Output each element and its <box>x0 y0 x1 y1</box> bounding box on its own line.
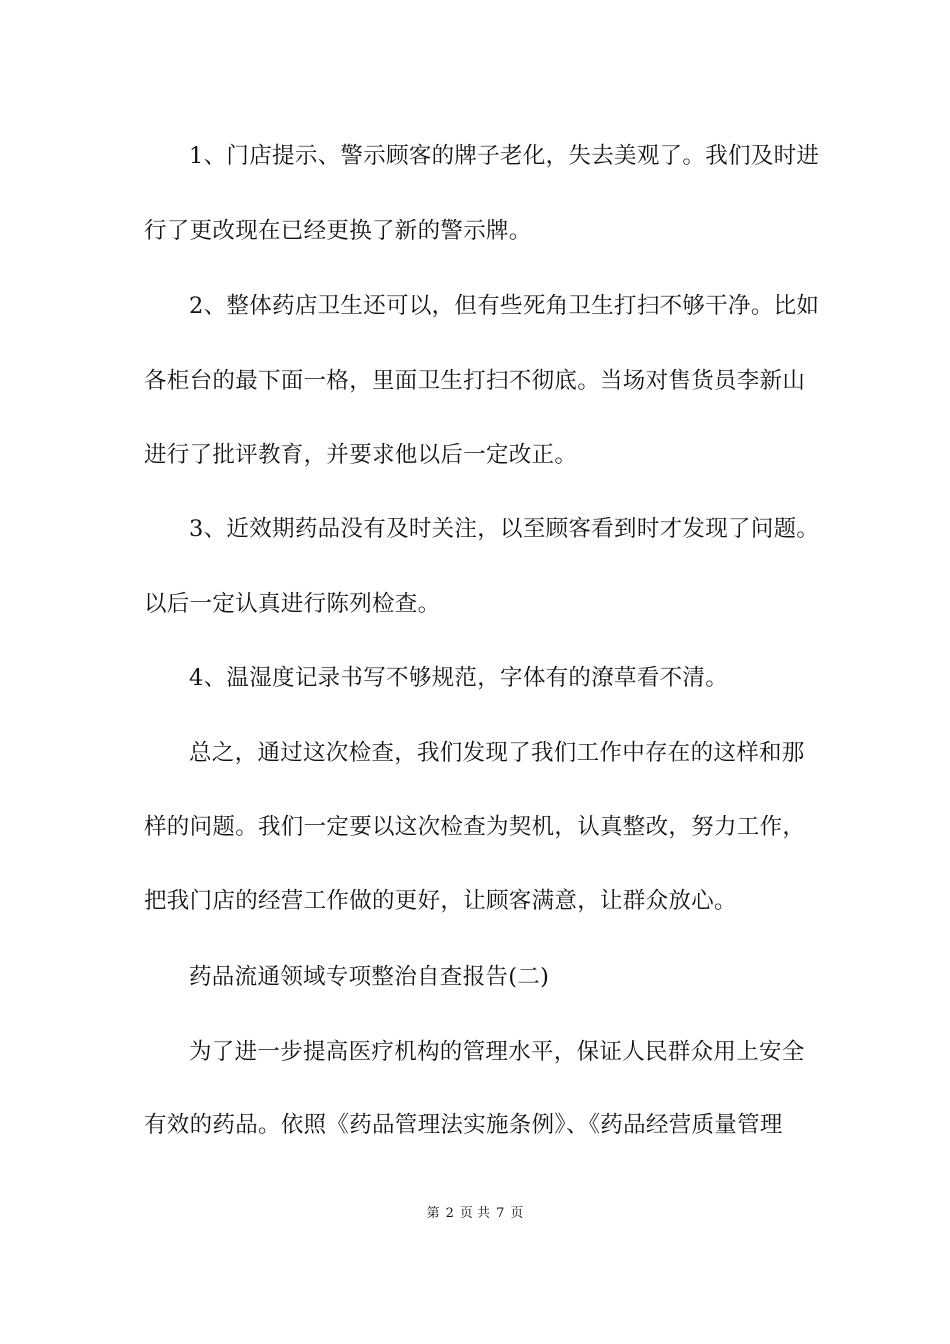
paragraph-line: 总之，通过这次检查，我们发现了我们工作中存在的这样和那 <box>189 740 805 766</box>
paragraph-line: 为了进一步提高医疗机构的管理水平，保证人民群众用上安全 <box>189 1039 805 1065</box>
section-heading: 药品流通领域专项整治自查报告(二) <box>189 964 550 990</box>
page-footer <box>0 1205 950 1223</box>
paragraph-line: 4、温湿度记录书写不够规范，字体有的潦草看不清。 <box>189 665 729 691</box>
page-number: 2 <box>445 1206 454 1221</box>
paragraph-line: 有效的药品。依照《药品管理法实施条例》、《药品经营质量管理 <box>144 1112 783 1138</box>
paragraph-line: 行了更改现在已经更换了新的警示牌。 <box>144 218 532 244</box>
footer-suffix: 页 <box>510 1206 524 1221</box>
total-pages: 7 <box>496 1206 505 1221</box>
paragraph-line: 以后一定认真进行陈列检查。 <box>144 591 441 617</box>
paragraph-line: 样的问题。我们一定要以这次检查为契机，认真整改，努力工作， <box>144 814 806 840</box>
footer-prefix: 第 <box>426 1206 440 1221</box>
paragraph-line: 3、近效期药品没有及时关注，以至顾客看到时才发现了问题。 <box>189 516 820 542</box>
footer-middle: 页 共 <box>459 1206 491 1221</box>
paragraph-line: 把我门店的经营工作做的更好，让顾客满意，让群众放心。 <box>144 888 737 914</box>
paragraph-line: 各柜台的最下面一格，里面卫生打扫不彻底。当场对售货员李新山 <box>144 368 806 394</box>
paragraph-line: 1、门店提示、警示顾客的牌子老化，失去美观了。我们及时进 <box>189 143 820 169</box>
paragraph-line: 2、整体药店卫生还可以，但有些死角卫生打扫不够干净。比如 <box>189 293 820 319</box>
paragraph-line: 进行了批评教育，并要求他以后一定改正。 <box>144 442 578 468</box>
